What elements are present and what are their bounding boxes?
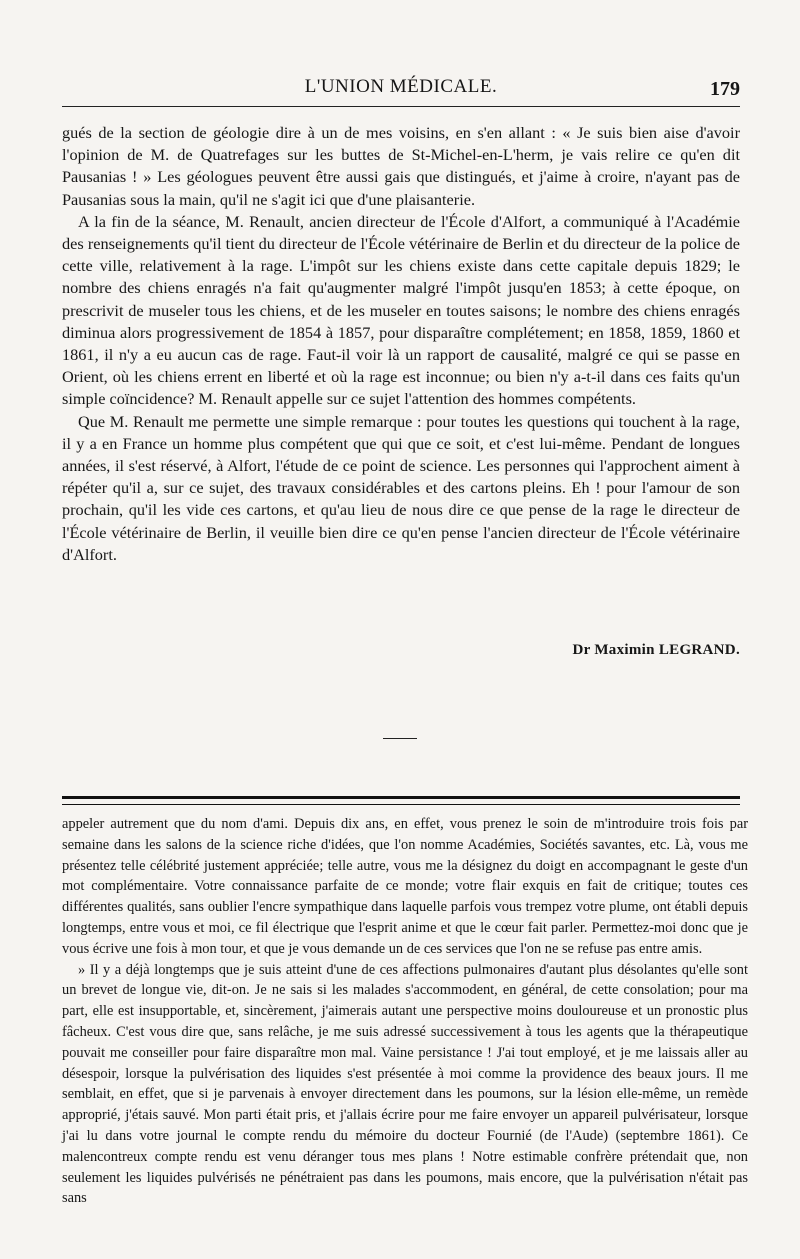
feuilleton-rule <box>62 796 740 805</box>
header-rule <box>62 106 740 107</box>
article-paragraph: Que M. Renault me permette une simple remarque : pour toutes les questions qui touchent à la rage, il y a en France un homme plus compétent que qui que ce soit, et c'est lui-même. Pendant de longues années, il s'est réservé, à Alfort, l'étude de ce point de science. Les personnes qui l'approchent aiment à répéter qu'il a, sur ce sujet, des travaux considérables et des cartons pleins. Eh ! pour l'amour de son prochain, qu'il les vide ces cartons, et qu'au lieu de nous dire ce que pense de la rage le directeur de l'École vétérinaire de Berlin, il veuille bien dire ce qu'en pense l'ancien directeur de l'École vétérinaire d'Alfort. <box>62 411 740 564</box>
section-divider <box>383 738 417 739</box>
running-head <box>62 76 740 100</box>
journal-title: L'UNION MÉDICALE. <box>304 76 498 97</box>
article-body <box>62 122 740 566</box>
feuilleton-paragraph: » Il y a déjà longtemps que je suis atteint d'une de ces affections pulmonaires d'autant plus désolantes qu'elle sont un brevet de longue vie, dit-on. Je ne sais si les malades s'accommodent, en général, de cette consolation; pour ma part, elle est insupportable, et, sincèrement, j'aimerais autant une perspective moins douloureuse et un pronostic plus fâcheux. C'est vous dire que, sans relâche, je me suis adressé successivement à tous les agents que la thérapeutique pouvait me conseiller pour faire disparaître mon mal. Vaine persistance ! J'ai tout employé, et je me laissais aller au désespoir, lorsque la pulvérisation des liquides s'est présentée à moi comme la providence des beaux jours. Il me semblait, en effet, que si je parvenais à envoyer directement dans les poumons, sur la lésion elle-même, un remède approprié, j'étais sauvé. Mon parti était pris, et j'allais écrire pour me faire envoyer un appareil pulvérisateur, lorsque j'ai lu dans votre journal le compte rendu du mémoire du docteur Fournié (de l'Aude) (septembre 1861). Ce malencontreux compte rendu est venu déranger tous mes plans ! Notre estimable confrère prétendait que, non seulement les liquides pulvérisés ne pénétraient pas dans les poumons, mais encore, que la pulvérisation n'était pas sans <box>62 961 748 1207</box>
article-paragraph: A la fin de la séance, M. Renault, ancien directeur de l'École d'Alfort, a communiqué à l'Académie des renseignements qu'il tient du directeur de l'École vétérinaire de Berlin et du directeur de la police de cette ville, relativement à la rage. L'impôt sur les chiens existe dans cette capitale depuis 1829; le nombre des chiens enragés n'a fait qu'augmenter malgré l'impôt jusqu'en 1853; à cette époque, on prescrivit de museler tous les chiens, et de les museler en toutes saisons; le nombre des chiens enragés diminua alors progressivement de 1854 à 1857, pour disparaître complétement; en 1858, 1859, 1860 et 1861, il n'y a eu aucun cas de rage. Faut-il voir là un rapport de causalité, malgré ce qui se passe en Orient, où les chiens errent en liberté et où la rage est inconnue; ou bien n'y a-t-il dans ces faits qu'un simple coïncidence? M. Renault appelle sur ce sujet l'attention des hommes compétents. <box>62 211 740 409</box>
article-paragraph: gués de la section de géologie dire à un de mes voisins, en s'en allant : « Je suis bien aise d'avoir l'opinion de M. de Quatrefages sur les buttes de St-Michel-en-L'herm, je vais relire ce qu'en dit Pausanias ! » Les géologues peuvent être aussi gais que distingués, et j'aime à croire, n'ayant pas de Pausanias sous la main, qu'il ne s'agit ici que d'une plaisanterie. <box>62 123 740 209</box>
feuilleton-paragraph: appeler autrement que du nom d'ami. Depuis dix ans, en effet, vous prenez le soin de m'introduire trois fois par semaine dans les salons de la science riche d'idées, que l'on nomme Académies, Sociétés savantes, etc. Là, vous me présentez telle célébrité justement appréciée; telle autre, vous me la désignez du doigt en accompagnant le geste d'un mot complémentaire. Votre connaissance parfaite de ce monde; votre flair exquis en fait de critique; toutes ces différentes qualités, sans oublier l'encre sympathique dans laquelle parfois vous trempez votre plume, ont établi depuis longtemps, entre vous et moi, ce fil électrique que l'esprit anime et que le cœur fait parler. Permettez-moi donc que je vous écrive une fois à mon tour, et que je vous demande un de ces services que l'on ne se refuse pas entre amis. <box>62 816 748 957</box>
author-signature: Dr Maximin LEGRAND. <box>572 642 740 658</box>
page-number: 179 <box>710 78 740 100</box>
feuilleton-body <box>62 814 748 1209</box>
